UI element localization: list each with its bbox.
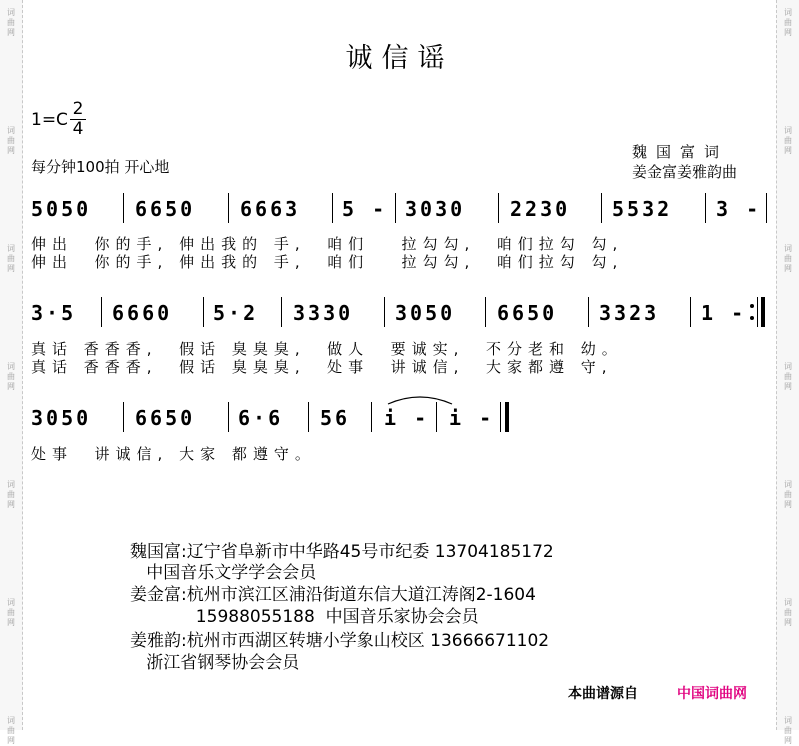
- barline: [123, 402, 124, 432]
- measure-14: 6650: [497, 301, 558, 325]
- barline: [588, 297, 589, 327]
- time-signature: [70, 100, 86, 139]
- measure-4: 5 -: [342, 197, 388, 221]
- lyrics-verse-2: 伸出 你的手, 伸出我的 手, 咱们 拉勾勾, 咱们拉勾 勾,: [31, 253, 624, 271]
- measure-6: 2230: [510, 197, 571, 221]
- watermark-text: 词 曲 网: [784, 716, 792, 745]
- barline: [123, 193, 124, 223]
- barline: [498, 193, 499, 223]
- measure-22: i -: [449, 406, 495, 430]
- repeat-barline-thick: [761, 297, 765, 327]
- measure-2: 6650: [135, 197, 196, 221]
- measure-5: 3030: [405, 197, 466, 221]
- time-signature-top: 2: [72, 99, 84, 119]
- measure-21: i -: [384, 406, 430, 430]
- watermark-text: 词 曲 网: [7, 126, 15, 155]
- measure-19: 6·6: [238, 406, 284, 430]
- watermark-text: 词 曲 网: [7, 8, 15, 37]
- key-signature: 1=C: [31, 110, 68, 130]
- repeat-barline-thin: [757, 297, 758, 327]
- contact-line: 浙江省钢琴协会会员: [130, 653, 300, 673]
- measure-9: 3·5: [31, 301, 77, 325]
- barline: [228, 193, 229, 223]
- barline: [395, 193, 396, 223]
- measure-8: 3 -: [716, 197, 762, 221]
- measure-11: 5·2: [213, 301, 259, 325]
- measure-17: 3050: [31, 406, 92, 430]
- measure-1: 5050: [31, 197, 92, 221]
- barline: [690, 297, 691, 327]
- barline: [371, 402, 372, 432]
- watermark-text: 词 曲 网: [7, 244, 15, 273]
- watermark-text: 词 曲 网: [7, 716, 15, 745]
- measure-13: 3050: [395, 301, 456, 325]
- measure-3: 6663: [240, 197, 301, 221]
- barline: [436, 402, 437, 432]
- lyricist-credit: 魏国富词: [632, 143, 729, 161]
- watermark-text: 词 曲 网: [784, 126, 792, 155]
- lyrics-verse-1: 真话 香香香, 假话 臭臭臭, 做人 要诚实, 不分老和 幼。: [31, 340, 623, 358]
- contact-line: 中国音乐文学学会会员: [130, 563, 317, 583]
- contact-line: 15988055188 中国音乐家协会会员: [185, 607, 479, 627]
- time-signature-bottom: 4: [70, 119, 86, 139]
- repeat-dots: [750, 304, 754, 320]
- source-label: 本曲谱源自: [568, 686, 638, 702]
- barline: [308, 402, 309, 432]
- measure-16: 1 -: [701, 301, 747, 325]
- measure-7: 5532: [612, 197, 673, 221]
- barline: [705, 193, 706, 223]
- watermark-text: 词 曲 网: [784, 362, 792, 391]
- tempo-marking: 每分钟100拍 开心地: [31, 158, 170, 176]
- watermark-text: 词 曲 网: [784, 480, 792, 509]
- contact-line: 姜雅韵:杭州市西湖区转塘小学象山校区 13666671102: [130, 631, 550, 651]
- watermark-text: 词 曲 网: [784, 598, 792, 627]
- measure-20: 56: [320, 406, 351, 430]
- watermark-text: 词 曲 网: [7, 598, 15, 627]
- watermark-text: 词 曲 网: [784, 244, 792, 273]
- barline: [601, 193, 602, 223]
- lyrics-verse-1: 伸出 你的手, 伸出我的 手, 咱们 拉勾勾, 咱们拉勾 勾,: [31, 235, 624, 253]
- barline: [228, 402, 229, 432]
- final-barline-thin: [500, 402, 501, 432]
- measure-18: 6650: [135, 406, 196, 430]
- measure-15: 3323: [599, 301, 660, 325]
- contact-line: 魏国富:辽宁省阜新市中华路45号市纪委 13704185172: [130, 542, 554, 562]
- watermark-text: 词 曲 网: [7, 362, 15, 391]
- composer-credit: 姜金富姜雅韵曲: [632, 163, 738, 181]
- barline: [203, 297, 204, 327]
- barline: [485, 297, 486, 327]
- watermark-text: 词 曲 网: [7, 480, 15, 509]
- lyrics-verse-1: 处事 讲诚信, 大家 都遵守。: [31, 445, 316, 463]
- barline: [384, 297, 385, 327]
- source-site-link[interactable]: 中国词曲网: [677, 686, 747, 702]
- final-barline-thick: [505, 402, 509, 432]
- song-title: 诚信谣: [345, 43, 454, 74]
- measure-12: 3330: [293, 301, 354, 325]
- lyrics-verse-2: 真话 香香香, 假话 臭臭臭, 处事 讲诚信, 大家都遵 守,: [31, 358, 613, 376]
- barline: [281, 297, 282, 327]
- measure-10: 6660: [112, 301, 173, 325]
- barline: [101, 297, 102, 327]
- tie-arc: [384, 392, 456, 406]
- watermark-text: 词 曲 网: [784, 8, 792, 37]
- barline: [766, 193, 767, 223]
- contact-line: 姜金富:杭州市滨江区浦沿街道东信大道江涛阁2-1604: [130, 585, 536, 605]
- barline: [332, 193, 333, 223]
